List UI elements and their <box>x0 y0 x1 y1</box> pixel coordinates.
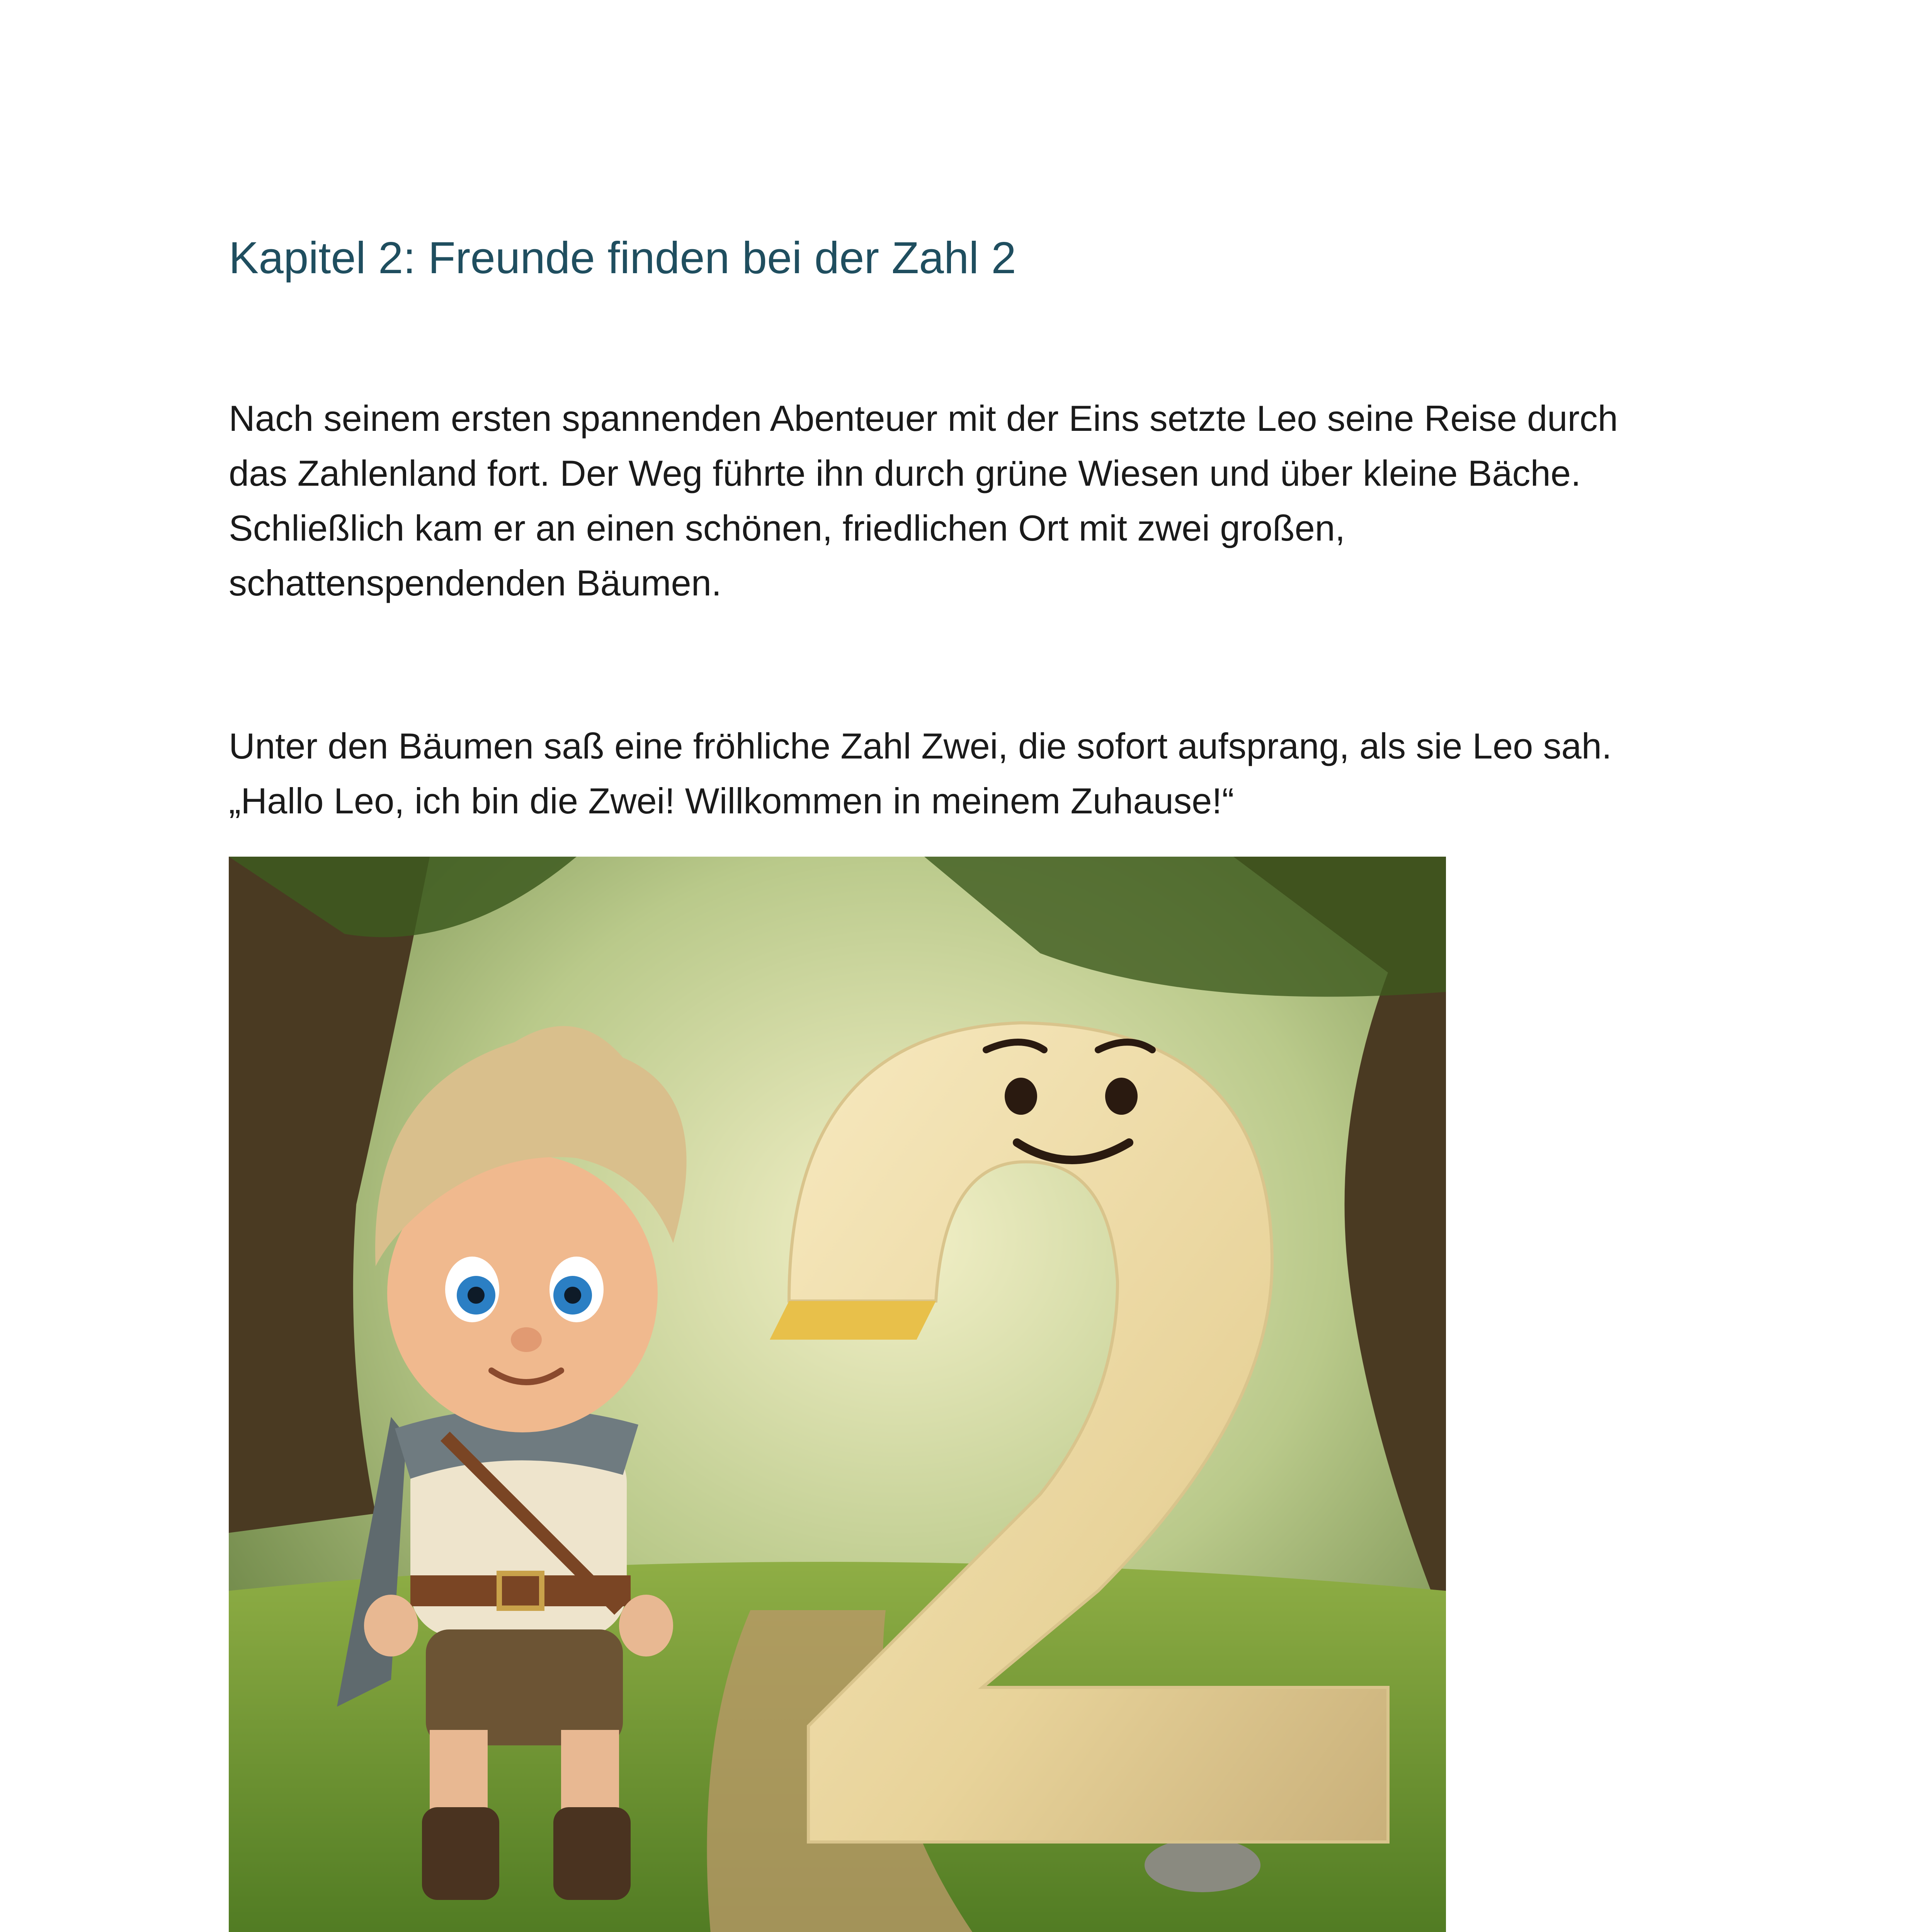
paragraph-line: Nach seinem ersten spannenden Abenteuer mit der Eins setzte Leo seine Reise durch <box>229 398 1618 439</box>
paragraph-intro <box>229 391 1736 611</box>
paragraph-line: das Zahlenland fort. Der Weg führte ihn durch grüne Wiesen und über kleine Bäche. <box>229 453 1581 493</box>
paragraph-line: Unter den Bäumen saß eine fröhliche Zahl Zwei, die sofort aufsprang, als sie Leo sah. <box>229 726 1612 766</box>
paragraph-meeting <box>229 719 1736 828</box>
paragraph-line: Schließlich kam er an einen schönen, friedlichen Ort mit zwei großen, <box>229 508 1345 548</box>
chapter-title: Kapitel 2: Freunde finden bei der Zahl 2 <box>229 233 1016 283</box>
paragraph-line: schattenspendenden Bäumen. <box>229 563 722 603</box>
story-illustration <box>229 857 1446 1932</box>
illustration-boy-and-number-two <box>229 857 1446 1932</box>
paragraph-line: „Hallo Leo, ich bin die Zwei! Willkommen in meinem Zuhause!“ <box>229 781 1234 821</box>
